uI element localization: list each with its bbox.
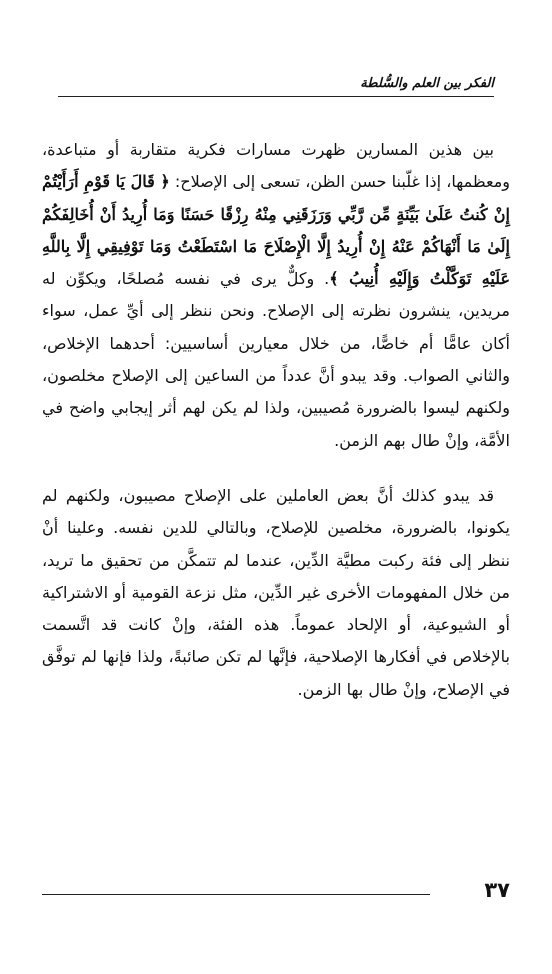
header-rule xyxy=(58,96,494,97)
paragraph-1-intro: بين هذين المسارين ظهرت مسارات فكرية متقاربة أو متباعدة، ومعظمها، إذا غلّبنا حسن الظن، تسعى إلى الإصلاح: xyxy=(42,140,510,192)
paragraph-1-continuation: . وكلٌّ يرى في نفسه مُصلحًا، ويكوِّن له مريدين، ينشرون نظرته إلى الإصلاح. ونحن ننظر إلى أيِّ عمل، سواء أكان عامًّا أم خاصًّا، من خلال معيارين أساسيين: أحدهما الإخلاص، والثاني الصواب. وقد يبدو أنَّ عدداً من الساعين إلى الإصلاح مخلصون، ولكنهم ليسوا بالضرورة مُصيبين، ولذا لم يكن لهم أثر إيجابي واضح في الأمَّة، وإنْ طال بهم الزمن. xyxy=(42,269,510,450)
footer-rule xyxy=(42,894,430,895)
page-number: ٣٧ xyxy=(484,878,510,902)
running-title: الفكر بين العلم والسُّلطة xyxy=(360,76,494,91)
page-footer xyxy=(42,872,510,908)
page-body xyxy=(42,134,510,706)
paragraph-1 xyxy=(42,134,510,457)
paragraph-2: قد يبدو كذلك أنَّ بعض العاملين على الإصلاح مصيبون، ولكنهم لم يكونوا، بالضرورة، مخلصين للإصلاح، وبالتالي للدين نفسه. وعلينا أنْ ننظر إلى فئة ركبت مطيَّة الدِّين، عندما لم تتمكَّن من تحقيق ما تريد، من خلال المفهومات الأخرى غير الدِّين، مثل نزعة القومية أو الاشتراكية أو الشيوعية، أو الإلحاد عموماً. هذه الفئة، وإنْ كانت قد اتَّسمت بالإخلاص في أفكارها الإصلاحية، فإنَّها لم تكن صائبةً، ولذا فإنها لم توفَّق في الإصلاح، وإنْ طال بها الزمن. xyxy=(42,485,510,699)
running-header xyxy=(58,62,494,102)
quran-verse: ﴿ قَالَ يَا قَوْمِ أَرَأَيْتُمْ إِنْ كُنتُ عَلَىٰ بَيِّنَةٍ مِّن رَّبِّي وَرَزَقَنِي مِنْهُ رِزْقًا حَسَنًا وَمَا أُرِيدُ أَنْ أُخَالِفَكُمْ إِلَىٰ مَا أَنْهَاكُمْ عَنْهُ إِنْ أُرِيدُ إِلَّا الْإِصْلَاحَ مَا اسْتَطَعْتُ وَمَا تَوْفِيقِي إِلَّا بِاللَّهِ عَلَيْهِ تَوَكَّلْتُ وَإِلَيْهِ أُنِيبُ ﴾ xyxy=(42,172,510,289)
